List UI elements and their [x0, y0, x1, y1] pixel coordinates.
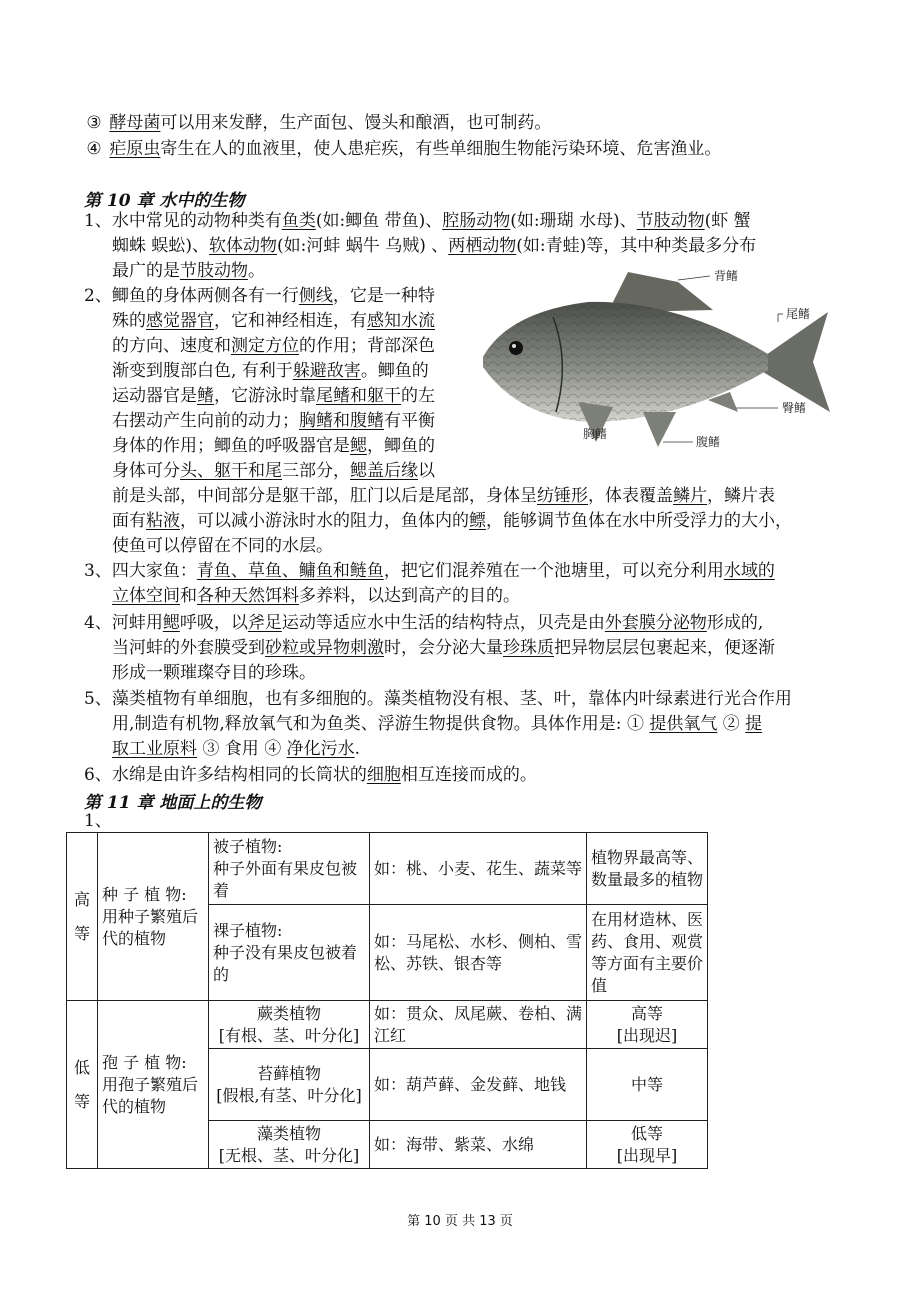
p4-line-3: 形成一颗璀璨夺目的珍珠。: [112, 663, 316, 683]
p2-line-6: 右摆动产生向前的动力；胸鳍和腹鳍有平衡: [112, 411, 435, 431]
label-dorsal-fin: 背鳍: [714, 269, 739, 283]
note-fern: 高等 [出现迟]: [587, 1001, 708, 1049]
chapter-11-title: 第 11 章 地面上的生物: [84, 793, 262, 813]
p1-line-3: 最广的是节肢动物。: [112, 261, 265, 281]
p2-line-2: 殊的感觉器官，它和神经相连，有感知水流: [112, 311, 435, 331]
level-high: 高等: [67, 833, 98, 1001]
type-angiosperm: 被子植物: 种子外面有果皮包被着: [209, 833, 370, 905]
p2-line-3: 的方向、速度和测定方位的作用；背部深色: [112, 336, 435, 356]
item-number: ④: [86, 139, 102, 159]
plant-classification-table: [66, 832, 708, 1169]
examples-moss: 如：葫芦藓、金发藓、地钱: [370, 1049, 587, 1121]
item-text: 可以用来发酵，生产面包、馒头和酿酒，也可制药。: [160, 113, 552, 133]
p1-line-2: 蜘蛛 蜈蚣)、软体动物(如:河蚌 蜗牛 乌贼) 、两栖动物(如:青蛙)等，其中种类最多分布: [112, 236, 757, 256]
type-gymnosperm: 裸子植物: 种子没有果皮包被着的: [209, 905, 370, 1001]
note-gymnosperm: 在用材造林、医药、食用、观赏等方面有主要价值: [587, 905, 708, 1001]
type-moss: 苔藓植物 [假根,有茎、叶分化]: [209, 1049, 370, 1121]
label-pectoral-fin: 胸鳍: [583, 427, 608, 441]
p5-line-1: 5、藻类植物有单细胞，也有多细胞的。藻类植物没有根、茎、叶，靠体内叶绿素进行光合作用: [84, 689, 792, 709]
caudal-fin: [763, 312, 830, 412]
item-number: ③: [86, 113, 102, 133]
type-algae: 藻类植物 [无根、茎、叶分化]: [209, 1121, 370, 1169]
group-spore-plants: 孢 子 植 物: 用孢子繁殖后代的植物: [98, 1001, 209, 1169]
p3-line-1: 3、四大家鱼：青鱼、草鱼、鳙鱼和鲢鱼，把它们混养殖在一个池塘里，可以充分利用水域的: [84, 561, 775, 581]
p2-line-11: 使鱼可以停留在不同的水层。: [112, 536, 333, 556]
table-row: [67, 1001, 708, 1049]
p6-line-1: 6、水绵是由许多结构相同的长筒状的细胞相互连接而成的。: [84, 765, 537, 785]
item-4: [84, 138, 721, 160]
label-pelvic-fin: 腹鳍: [696, 435, 721, 449]
item-text: 寄生在人的血液里，使人患疟疾，有些单细胞生物能污染环境、危害渔业。: [160, 139, 722, 159]
fish-eye: [509, 341, 523, 355]
p2-line-10: 面有粘液，可以减小游泳时水的阻力，鱼体内的鳔，能够调节鱼体在水中所受浮力的大小，: [112, 511, 792, 531]
p4-line-2: 当河蚌的外套膜受到砂粒或异物刺激时，会分泌大量珍珠质把异物层层包裹起来，便逐渐: [112, 638, 775, 658]
p2-line-9: 前是头部，中间部分是躯干部，肛门以后是尾部，身体呈纺锤形，体表覆盖鳞片，鳞片表: [112, 486, 775, 506]
p2-line-5: 运动器官是鳍，它游泳时靠尾鳍和躯干的左: [112, 386, 435, 406]
note-algae: 低等 [出现早]: [587, 1121, 708, 1169]
p4-line-1: 4、河蚌用鳃呼吸，以斧足运动等适应水中生活的结构特点，贝壳是由外套膜分泌物形成的,: [84, 613, 764, 633]
ch11-item-number: 1、: [84, 811, 112, 831]
label-caudal-fin: 尾鳍: [786, 307, 811, 321]
item-3: [84, 112, 551, 134]
p2-line-4: 渐变到腹部白色, 有利于躲避敌害。鲫鱼的: [112, 361, 429, 381]
p2-line-8: 身体可分头、躯干和尾三部分，鳃盖后缘以: [112, 461, 435, 481]
examples-fern: 如：贯众、凤尾蕨、卷柏、满江红: [370, 1001, 587, 1049]
table-row: [67, 833, 708, 905]
type-fern: 蕨类植物 [有根、茎、叶分化]: [209, 1001, 370, 1049]
term: 疟原虫: [109, 139, 161, 159]
term: 酵母菌: [109, 113, 161, 133]
crucian-carp-figure: [478, 262, 848, 462]
examples-gymnosperm: 如：马尾松、水杉、侧柏、雪松、苏铁、银杏等: [370, 905, 587, 1001]
page-footer: 第 10 页 共 13 页: [407, 1214, 513, 1229]
p2-line-7: 身体的作用；鲫鱼的呼吸器官是鳃，鲫鱼的: [112, 436, 435, 456]
p2-line-1: 2、鲫鱼的身体两侧各有一行侧线，它是一种特: [84, 286, 435, 306]
label-anal-fin: 臀鳍: [782, 401, 807, 415]
p3-line-2: 立体空间和各种天然饵料多养料，以达到高产的目的。: [112, 586, 520, 606]
note-angiosperm: 植物界最高等、数量最多的植物: [587, 833, 708, 905]
note-moss: 中等: [587, 1049, 708, 1121]
chapter-10-title: 第 10 章 水中的生物: [84, 191, 245, 211]
p5-line-2: 用,制造有机物,释放氧气和为鱼类、浮游生物提供食物。具体作用是: ① 提供氧气 ② 提: [112, 714, 763, 734]
examples-angiosperm: 如：桃、小麦、花生、蔬菜等: [370, 833, 587, 905]
examples-algae: 如：海带、紫菜、水绵: [370, 1121, 587, 1169]
level-low: 低等: [67, 1001, 98, 1169]
p1-line-1: 1、水中常见的动物种类有鱼类(如:鲫鱼 带鱼)、腔肠动物(如:珊瑚 水母)、节肢动物(虾 蟹: [84, 211, 751, 231]
group-seed-plants: 种 子 植 物: 用种子繁殖后代的植物: [98, 833, 209, 1001]
p5-line-3: 取工业原料 ③ 食用 ④ 净化污水.: [112, 739, 361, 759]
